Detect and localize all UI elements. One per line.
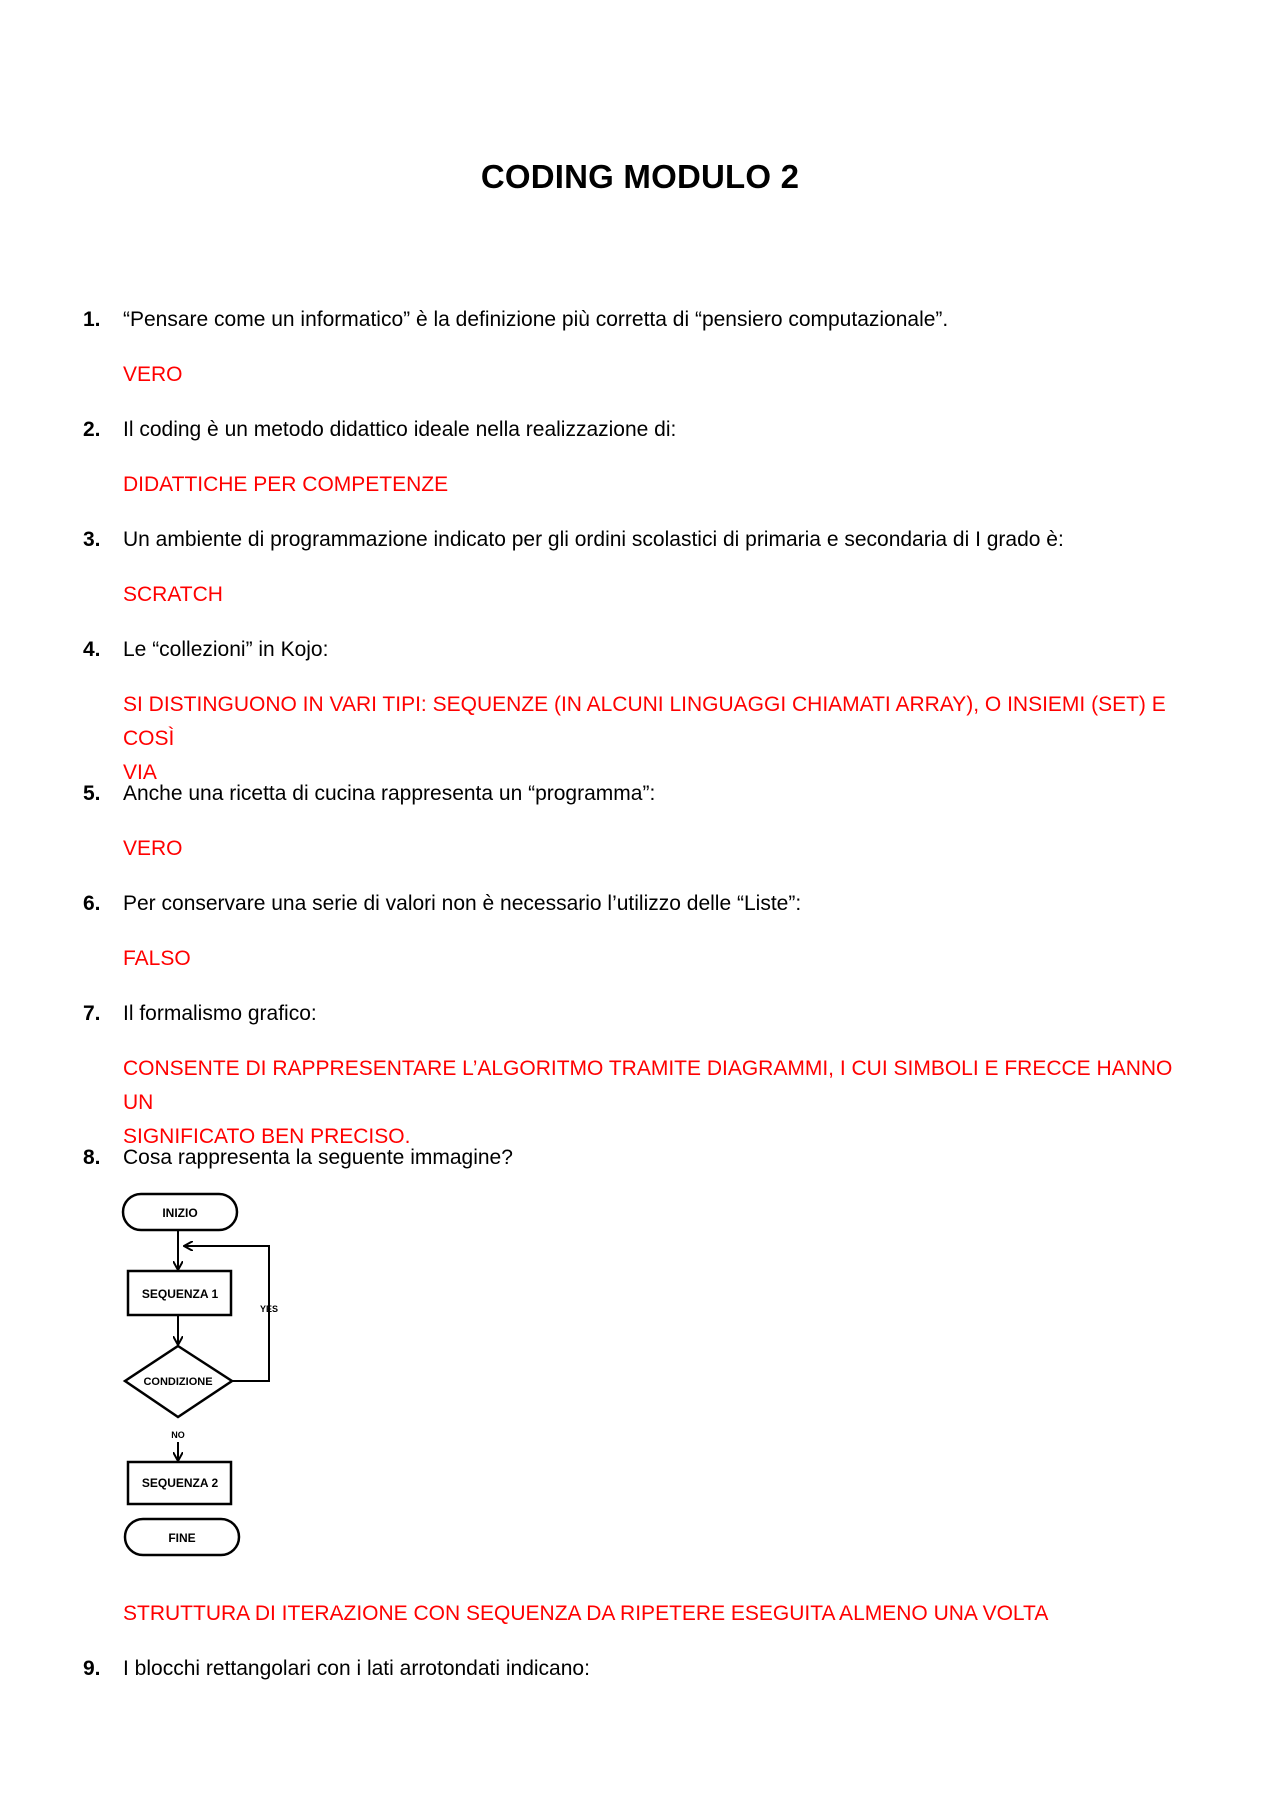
answer-text: SCRATCH <box>123 583 223 606</box>
question-2 <box>83 417 1173 443</box>
question-number: 6. <box>83 892 101 915</box>
question-6 <box>83 891 1173 917</box>
question-text: Un ambiente di programmazione indicato per gli ordini scolastici di primaria e secondaria di I grado è: <box>123 528 1064 551</box>
answer-2 <box>83 468 1173 502</box>
question-7 <box>83 1001 1173 1027</box>
question-text: I blocchi rettangolari con i lati arrotondati indicano: <box>123 1657 590 1680</box>
flowchart-diagram <box>115 1192 305 1587</box>
question-number: 4. <box>83 638 101 661</box>
answer-text-line-2: VIA <box>123 761 157 784</box>
answer-5 <box>83 832 1173 866</box>
question-number: 9. <box>83 1657 101 1680</box>
condition-label: CONDIZIONE <box>143 1376 213 1388</box>
question-1 <box>83 307 1173 333</box>
question-number: 5. <box>83 782 101 805</box>
question-text: Le “collezioni” in Kojo: <box>123 638 329 661</box>
question-number: 7. <box>83 1002 101 1025</box>
answer-4 <box>83 688 1173 790</box>
yes-label: YES <box>259 1304 279 1314</box>
answer-7 <box>83 1052 1173 1154</box>
sequence-2-label: SEQUENZA 2 <box>141 1476 219 1490</box>
answer-6 <box>83 942 1173 976</box>
question-5 <box>83 781 1173 807</box>
sequence-1-label: SEQUENZA 1 <box>141 1287 219 1301</box>
question-text: Il coding è un metodo didattico ideale nella realizzazione di: <box>123 418 677 441</box>
question-text: Il formalismo grafico: <box>123 1002 317 1025</box>
answer-1 <box>83 358 1173 392</box>
answer-text: FALSO <box>123 947 191 970</box>
answer-text: STRUTTURA DI ITERAZIONE CON SEQUENZA DA RIPETERE ESEGUITA ALMENO UNA VOLTA <box>123 1602 1049 1625</box>
no-label: NO <box>171 1430 185 1440</box>
start-label: INIZIO <box>162 1206 198 1220</box>
question-9 <box>83 1656 1173 1682</box>
question-4 <box>83 637 1173 663</box>
answer-text: DIDATTICHE PER COMPETENZE <box>123 473 449 496</box>
end-label: FINE <box>168 1531 196 1545</box>
question-text: “Pensare come un informatico” è la definizione più corretta di “pensiero computazionale”. <box>123 308 949 331</box>
question-8 <box>83 1145 1173 1171</box>
answer-text: VERO <box>123 837 183 860</box>
answer-text: VERO <box>123 363 183 386</box>
answer-3 <box>83 578 1173 612</box>
question-number: 3. <box>83 528 101 551</box>
answer-text-line-1: CONSENTE DI RAPPRESENTARE L’ALGORITMO TRAMITE DIAGRAMMI, I CUI SIMBOLI E FRECCE HANNO UN <box>123 1057 1173 1114</box>
question-3 <box>83 527 1173 553</box>
answer-8 <box>83 1597 1173 1631</box>
question-number: 2. <box>83 418 101 441</box>
answer-text-line-2: SIGNIFICATO BEN PRECISO. <box>123 1125 411 1148</box>
page-title: CODING MODULO 2 <box>480 158 800 195</box>
question-text: Per conservare una serie di valori non è necessario l’utilizzo delle “Liste”: <box>123 892 802 915</box>
question-number: 1. <box>83 308 101 331</box>
question-text: Anche una ricetta di cucina rappresenta un “programma”: <box>123 782 656 805</box>
question-number: 8. <box>83 1146 101 1169</box>
question-text: Cosa rappresenta la seguente immagine? <box>123 1146 513 1169</box>
answer-text-line-1: SI DISTINGUONO IN VARI TIPI: SEQUENZE (IN ALCUNI LINGUAGGI CHIAMATI ARRAY), O INSIEMI (SET) E COSÌ <box>123 693 1166 750</box>
